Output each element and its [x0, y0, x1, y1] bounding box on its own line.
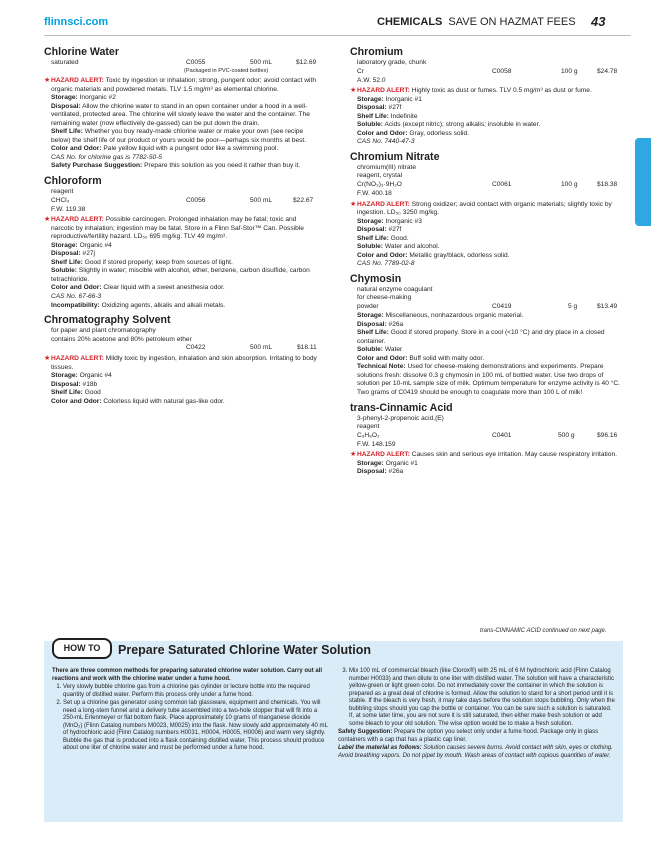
shelf-life-field	[44, 259, 318, 268]
catalog-number: C0058	[492, 67, 512, 75]
product-row	[350, 181, 624, 190]
field-value: Organic #4	[79, 372, 112, 380]
hazard-alert	[44, 216, 318, 242]
color-odor-field	[44, 284, 318, 293]
field-key: Storage:	[357, 459, 384, 467]
field-key: Shelf Life:	[51, 389, 83, 397]
technical-note-field	[350, 363, 624, 397]
safety-suggestion-field	[44, 162, 318, 171]
field-value: Whether you buy ready-made chlorine water or make your own (see recipe below) the shelf life of our product or yours would be poor—perhaps six months at best.	[51, 128, 307, 144]
field-key: Disposal:	[51, 380, 81, 388]
shelf-life-field	[350, 329, 624, 346]
product-entry-chloroform	[44, 175, 318, 310]
field-key: Soluble:	[357, 121, 384, 129]
field-key: Safety Suggestion:	[338, 729, 393, 735]
site-url[interactable]: flinnsci.com	[44, 16, 109, 28]
field-value: Indefinite	[390, 112, 418, 120]
field-key: Soluble:	[357, 243, 384, 251]
disposal-field	[44, 381, 318, 390]
hazard-alert	[44, 77, 318, 94]
howto-step: 3. Mix 100 mL of commercial bleach (like Clorox®) with 25 mL of 6 M hydrochloric acid (Flinn Catalog number H0033) and then dilute to one liter with distilled water. The solution will have a characteristic yellow-green or light green color. Do not immediately cover the container in which the solution is prepared as a great deal of chlorine is formed. Allow the solution to stand for a short period until it is stable. If the bleach is very fresh, it may take days before the solution stops bubbling. Only when the bubbling stops should you cap the bottle or container. You can be sure such a solution is saturated. If, at some later time, you are not sure it is still saturated, then either make fresh solution or add some bleach to your old solution. The wise option would be to make a fresh solution.	[349, 668, 616, 728]
field-value: Oxidizing agents, alkalis and alkali metals.	[101, 301, 226, 309]
cas-number: CAS No. 7440-47-3	[357, 138, 415, 146]
howto-left-column	[52, 668, 329, 754]
hazard-label: HAZARD ALERT:	[51, 216, 104, 224]
product-size: 500 g	[558, 431, 575, 439]
field-key: Safety Purchase Suggestion:	[51, 162, 143, 170]
field-value: Gray, odorless solid.	[409, 129, 470, 137]
header-divider	[44, 35, 631, 36]
product-desc-line: for paper and plant chromatography	[51, 327, 156, 335]
product-row	[44, 197, 318, 206]
field-key: Disposal:	[51, 250, 81, 258]
product-title: Chymosin	[350, 272, 402, 285]
field-key: Color and Odor:	[51, 284, 102, 292]
product-size: 100 g	[561, 67, 578, 75]
catalog-number: C0056	[186, 196, 206, 204]
product-title: Chromatography Solvent	[44, 314, 171, 327]
product-entry-chromium	[350, 46, 624, 147]
shelf-life-field	[44, 128, 318, 145]
disposal-field	[350, 104, 624, 113]
product-row	[350, 432, 624, 441]
product-price: $18.11	[297, 344, 317, 352]
field-value: Inorganic #3	[385, 217, 422, 225]
product-formula: C₉H₈O₂	[357, 431, 380, 439]
incompatibility-field	[44, 302, 318, 311]
hazard-text: Strong oxidizer; avoid contact with organic materials; slightly toxic by ingestion. LD₅₀ 3250 mg/kg.	[357, 200, 612, 217]
hazard-star-icon: ★	[44, 216, 51, 224]
field-value: Good.	[390, 234, 409, 242]
product-entry-chromium-nitrate	[350, 151, 624, 269]
product-entry-trans-cinnamic-acid	[350, 402, 624, 477]
field-key: Disposal:	[357, 468, 387, 476]
field-key: Color and Odor:	[51, 145, 102, 153]
product-size: 500 mL	[250, 196, 272, 204]
product-size: 500 mL	[250, 344, 272, 352]
hazard-text: Toxic by ingestion or inhalation; strong, pungent odor; avoid contact with organic materials and powdered metals. TLV 1.5 mg/m³ as elemental chlorine.	[51, 77, 316, 93]
field-key: Disposal:	[357, 320, 387, 328]
field-value: Organic #4	[79, 241, 112, 249]
product-grade: natural enzyme coagulant	[357, 285, 433, 293]
catalog-number: C0401	[492, 431, 512, 439]
field-value: Colorless liquid with natural gas-like odor.	[103, 397, 225, 405]
catalog-number: C0419	[492, 303, 512, 311]
product-grade: reagent	[51, 188, 74, 196]
field-key: Storage:	[357, 312, 384, 320]
field-key: Soluble:	[357, 346, 384, 354]
field-value: Good if stored properly; keep from sources of light.	[84, 258, 233, 266]
field-key: Disposal:	[357, 104, 387, 112]
storage-field	[44, 94, 318, 103]
label-instructions	[338, 745, 616, 760]
product-size: 500 mL	[250, 59, 272, 66]
field-key: Storage:	[51, 241, 78, 249]
product-title: Chromium Nitrate	[350, 150, 440, 163]
product-grade: reagent, crystal	[357, 172, 403, 180]
disposal-field	[350, 226, 624, 235]
product-desc: saturated	[51, 59, 79, 66]
hazard-text: Causes skin and serious eye irritation. May cause respiratory irritation.	[411, 451, 617, 459]
field-key: Storage:	[357, 95, 384, 103]
hazard-alert	[350, 87, 624, 96]
field-value: #27f	[388, 226, 402, 234]
hazard-alert	[44, 355, 318, 372]
hazard-text: Possible carcinogen. Prolonged inhalation may be fatal; toxic and narcotic by inhalation; ingestion may be fatal. Store in a Flinn Saf-Stor™ Can. Possible reproductive/fertility hazard. LD₅₀ 695 mg/kg. TLV 49 mg/m³.	[51, 216, 304, 241]
product-desc: powder	[357, 303, 379, 311]
right-column	[350, 46, 624, 481]
product-grade: chromium(III) nitrate	[357, 163, 416, 171]
product-title: Chromium	[350, 46, 403, 58]
product-grade: 3-phenyl-2-propenoic acid,(E)	[357, 414, 444, 422]
formula-weight: F.W. 148.159	[357, 440, 396, 448]
continued-note: trans-CINNAMIC ACID continued on next page.	[480, 628, 607, 634]
formula-weight: F.W. 400.18	[357, 190, 392, 198]
field-key: Shelf Life:	[357, 329, 389, 337]
field-key: Color and Odor:	[357, 129, 408, 137]
safety-suggestion	[338, 729, 616, 744]
field-value: #26a	[388, 320, 404, 328]
left-column	[44, 46, 318, 411]
product-row	[44, 344, 318, 353]
storage-field	[350, 96, 624, 105]
field-value: Metallic gray/black, odorless solid.	[409, 251, 510, 259]
product-formula: Cr(NO₃)₃·9H₂O	[357, 181, 402, 189]
disposal-field	[350, 468, 624, 477]
formula-weight: F.W. 119.38	[51, 205, 86, 213]
product-price: $22.67	[293, 196, 314, 204]
product-title: Chloroform	[44, 175, 102, 188]
disposal-field	[350, 321, 624, 330]
hazard-label: HAZARD ALERT:	[51, 77, 104, 84]
catalog-number: C0061	[492, 181, 512, 189]
product-formula: CHCl₃	[51, 196, 70, 204]
howto-steps	[52, 684, 329, 753]
hazard-label: HAZARD ALERT:	[51, 355, 104, 363]
color-odor-field	[44, 145, 318, 154]
product-price: $18.38	[597, 181, 618, 189]
catalog-number: C0422	[186, 344, 206, 352]
product-row	[350, 303, 624, 312]
cas-number: CAS No. 67-66-3	[51, 293, 102, 301]
product-desc-line: contains 20% acetone and 80% petroleum ether	[51, 335, 192, 343]
field-key: Disposal:	[357, 226, 387, 234]
storage-field	[44, 372, 318, 381]
color-odor-field	[44, 398, 318, 407]
product-entry-chymosin	[350, 273, 624, 398]
page-header	[0, 14, 651, 36]
field-value: Prepare this solution as you need it rather than buy it.	[144, 162, 301, 170]
disposal-field	[44, 250, 318, 259]
storage-field	[350, 460, 624, 469]
soluble-field	[350, 346, 624, 355]
product-title: Chlorine Water	[44, 46, 119, 58]
product-entry-chlorine-water	[44, 46, 318, 171]
field-key: Color and Odor:	[357, 354, 408, 362]
shelf-life-field	[44, 389, 318, 398]
field-key: Shelf Life:	[357, 234, 389, 242]
field-key: Disposal:	[51, 102, 81, 110]
field-key: Shelf Life:	[51, 128, 83, 136]
section-subtitle: SAVE ON HAZMAT FEES	[448, 16, 576, 28]
hazard-star-icon: ★	[350, 87, 357, 95]
field-value: #27f	[388, 104, 402, 112]
field-key: Color and Odor:	[357, 251, 408, 259]
field-key: Color and Odor:	[51, 397, 102, 405]
product-row	[44, 59, 318, 68]
howto-right-column	[338, 668, 616, 761]
section-heading	[377, 16, 576, 28]
hazard-star-icon: ★	[350, 200, 357, 208]
field-value: Water and alcohol.	[384, 243, 440, 251]
product-entry-chromatography-solvent	[44, 314, 318, 406]
field-key: Storage:	[357, 217, 384, 225]
product-price: $13.49	[597, 303, 618, 311]
field-value: Pale yellow liquid with a pungent odor like a swimming pool.	[103, 145, 279, 153]
hazard-text: Mildly toxic by ingestion, inhalation and skin absorption. Irritating to body tissues.	[51, 355, 317, 371]
soluble-field	[350, 121, 624, 130]
cas-number: CAS No. 7789-02-8	[357, 260, 415, 268]
field-value: Allow the chlorine water to stand in an open container under a hood in a well-ventilated, protected area. The chlorine will slowly leave the water and the container. The remaining water (now effectively de-gassed) can be put down the drain.	[51, 102, 310, 127]
storage-field	[350, 312, 624, 321]
product-price: $24.78	[597, 67, 618, 75]
product-row	[350, 68, 624, 77]
section-tab	[635, 138, 651, 226]
field-key: Soluble:	[51, 267, 78, 275]
packaging-note: (Packaged in PVC-coated bottles)	[184, 68, 269, 74]
product-size: 100 g	[561, 181, 578, 189]
hazard-star-icon: ★	[44, 355, 51, 363]
field-value: Buff solid with malty odor.	[409, 354, 485, 362]
howto-box	[44, 641, 623, 822]
field-value: Used for cheese-making demonstrations and experiments. Prepare solutions fresh: dissolve 0.3 g chymosin in 100 mL of bottled water. Use two drops of solution per 10-mL sample size of milk. Optimum temperature for enzyme activity is 40 °C. Two grams of C0419 should be enough to coagulate more than 100 L of milk!	[357, 363, 620, 396]
field-key: Technical Note:	[357, 363, 406, 371]
field-value: Prepare the option you select only under a fume hood. Package only in glass containers with a cap that has a plastic cap liner.	[338, 729, 599, 743]
hazard-label: HAZARD ALERT:	[357, 451, 410, 459]
section-title: CHEMICALS	[377, 16, 443, 28]
field-value: Solution causes severe burns. Avoid contact with skin, eyes or clothing. Avoid breathing vapors. Do not pipet by mouth. Wash areas of contact with copious quantities of water.	[338, 745, 613, 759]
howto-title: Prepare Saturated Chlorine Water Solution	[118, 643, 372, 657]
product-grade: reagent	[357, 423, 380, 431]
field-value: Good	[84, 389, 101, 397]
field-value: Acids (except nitric); strong alkalis; insoluble in water.	[384, 121, 541, 129]
shelf-life-field	[350, 113, 624, 122]
color-odor-field	[350, 130, 624, 139]
field-key: Shelf Life:	[357, 112, 389, 120]
hazard-star-icon: ★	[350, 451, 357, 459]
howto-steps-continued	[338, 668, 616, 728]
field-key: Shelf Life:	[51, 258, 83, 266]
page-number: 43	[591, 14, 606, 29]
product-price: $96.16	[597, 431, 618, 439]
field-value: Water	[384, 346, 403, 354]
hazard-label: HAZARD ALERT:	[357, 200, 410, 208]
product-size: 5 g	[568, 303, 578, 311]
color-odor-field	[350, 355, 624, 364]
hazard-star-icon: ★	[44, 77, 51, 84]
field-value: Good if stored properly. Store in a cool (<10 °C) and dry place in a closed container.	[357, 329, 605, 345]
field-value: #18b	[82, 380, 98, 388]
field-value: Slightly in water; miscible with alcohol, ether, benzene, carbon disulfide, carbon tetrachloride.	[51, 267, 310, 283]
shelf-life-field	[350, 235, 624, 244]
field-value: Miscellaneous, nonhazardous organic material.	[385, 312, 524, 320]
soluble-field	[350, 243, 624, 252]
hazard-alert	[350, 451, 624, 460]
atomic-weight: A.W. 52.0	[357, 76, 386, 84]
field-value: Organic #1	[385, 459, 418, 467]
color-odor-field	[350, 252, 624, 261]
cas-number: CAS No. for chlorine gas is 7782-50-5	[51, 153, 163, 161]
field-value: Inorganic #2	[79, 94, 116, 102]
howto-step: 1. Very slowly bubble chlorine gas from a chlorine gas cylinder or lecture bottle into the required quantity of distilled water. Perform this process only under a fume hood.	[63, 684, 329, 699]
hazard-text: Highly toxic as dust or fumes. TLV 0.5 mg/m³ as dust or fume.	[411, 87, 592, 95]
field-value: #26a	[388, 468, 404, 476]
product-grade: for cheese-making	[357, 294, 412, 302]
field-key: Incompatibility:	[51, 301, 100, 309]
storage-field	[350, 218, 624, 227]
product-grade: laboratory grade, chunk	[357, 59, 427, 66]
catalog-number: C0055	[186, 59, 206, 66]
field-key: Label the material as follows:	[338, 745, 422, 751]
disposal-field	[44, 103, 318, 129]
product-title: trans-Cinnamic Acid	[350, 401, 453, 414]
field-key: Storage:	[51, 94, 78, 102]
field-value: Clear liquid with a sweet anesthesia odor.	[103, 284, 225, 292]
product-price: $12.69	[296, 59, 317, 66]
field-key: Storage:	[51, 372, 78, 380]
soluble-field	[44, 267, 318, 284]
field-value: Inorganic #1	[385, 95, 422, 103]
field-value: #27j	[82, 250, 95, 258]
storage-field	[44, 242, 318, 251]
hazard-alert	[350, 201, 624, 218]
product-formula: Cr	[357, 67, 364, 75]
howto-step: 2. Set up a chlorine gas generator using common lab glassware, equipment and chemicals. You will need a long-stem funnel and a delivery tube assembled into a two-hole stopper that will fit into a 250-mL Erlenmeyer or flat bottom flask. Place approximately 10 grams of manganese dioxide (MnO₂) (Flinn Catalog numbers M0023, M0025) into the flask. Now slowly add approximately 40 mL of hydrochloric acid (Flinn Catalog numbers H0031, H0004, H0005, H0006) and warm very slightly. Bubble the gas that is produced into a flask containing distilled water. This process should produce about one liter of chlorine water and must be performed under a fume hood.	[63, 700, 329, 753]
howto-intro: There are three common methods for preparing saturated chlorine water solution. Carry out all reactions and work with the chlorine water under a fume hood.	[52, 668, 323, 682]
hazard-label: HAZARD ALERT:	[357, 87, 410, 95]
howto-badge: HOW TO	[52, 638, 112, 659]
